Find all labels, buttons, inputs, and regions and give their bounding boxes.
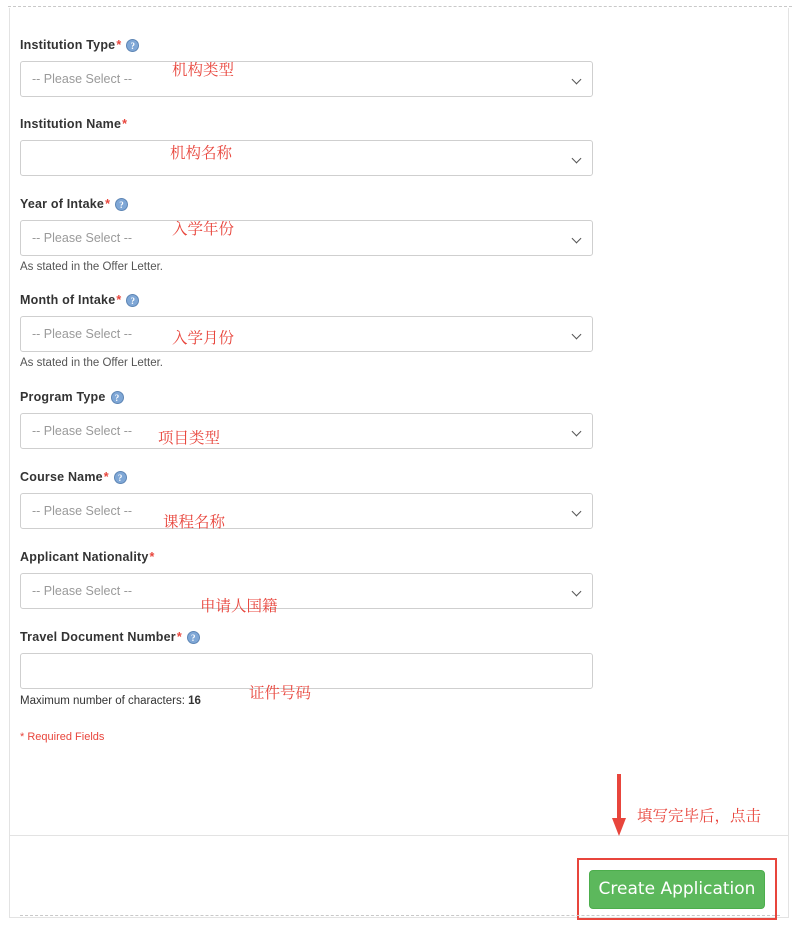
required-asterisk: * <box>103 470 109 484</box>
field-label: Institution Type <box>20 38 116 52</box>
max-characters-label: Maximum number of characters: <box>20 695 185 707</box>
annotation-institution-type: 机构类型 <box>172 61 235 79</box>
field-label-row <box>20 291 620 309</box>
arrow-down-icon <box>612 774 626 838</box>
field-label: Course Name <box>20 470 103 484</box>
select-value: -- Please Select -- <box>32 327 133 341</box>
required-asterisk: * <box>149 550 155 564</box>
required-asterisk: * <box>176 630 182 644</box>
field-label-row <box>20 468 620 486</box>
max-characters-note <box>20 695 620 707</box>
select-value: -- Please Select -- <box>32 504 133 518</box>
institution-type-select[interactable] <box>20 61 593 97</box>
required-asterisk: * <box>116 38 122 52</box>
year-of-intake-select[interactable] <box>20 220 593 256</box>
required-fields-note: * Required Fields <box>20 731 105 743</box>
field-label-row <box>20 195 620 213</box>
field-label-row <box>20 548 620 566</box>
help-icon[interactable]: ? <box>187 631 200 644</box>
help-icon[interactable]: ? <box>115 198 128 211</box>
chevron-down-icon <box>573 331 582 337</box>
applicant-nationality-select[interactable] <box>20 573 593 609</box>
select-value: -- Please Select -- <box>32 72 133 86</box>
max-characters-value: 16 <box>188 695 201 707</box>
required-asterisk: * <box>116 293 122 307</box>
field-year-of-intake <box>20 195 620 273</box>
create-application-button[interactable]: Create Application <box>589 870 765 909</box>
field-label-row <box>20 388 620 406</box>
month-of-intake-select[interactable] <box>20 316 593 352</box>
annotation-program-type: 项目类型 <box>158 429 221 447</box>
chevron-down-icon <box>573 76 582 82</box>
field-label: Travel Document Number <box>20 630 176 644</box>
form-fields <box>20 36 620 743</box>
field-month-of-intake <box>20 291 620 369</box>
field-label-row <box>20 115 620 133</box>
course-name-select[interactable] <box>20 493 593 529</box>
field-label: Institution Name <box>20 117 122 131</box>
field-course-name <box>20 468 620 529</box>
help-icon[interactable]: ? <box>126 294 139 307</box>
institution-name-select[interactable] <box>20 140 593 176</box>
top-divider <box>8 6 792 7</box>
field-label: Month of Intake <box>20 293 116 307</box>
select-value: -- Please Select -- <box>32 231 133 245</box>
program-type-select[interactable] <box>20 413 593 449</box>
field-label: Applicant Nationality <box>20 550 149 564</box>
annotation-applicant-nationality: 申请人国籍 <box>200 597 278 615</box>
field-label: Program Type <box>20 390 106 404</box>
field-hint: As stated in the Offer Letter. <box>20 261 163 273</box>
required-asterisk: * <box>105 197 110 211</box>
chevron-down-icon <box>573 508 582 514</box>
field-label-row <box>20 628 620 646</box>
field-label-row <box>20 36 620 54</box>
field-hint: As stated in the Offer Letter. <box>20 357 163 369</box>
chevron-down-icon <box>573 428 582 434</box>
annotation-travel-document-number: 证件号码 <box>249 684 312 702</box>
help-icon[interactable]: ? <box>126 39 139 52</box>
annotation-month-of-intake: 入学月份 <box>172 329 235 347</box>
required-asterisk: * <box>122 117 127 131</box>
field-label: Year of Intake <box>20 197 105 211</box>
annotation-institution-name: 机构名称 <box>170 144 233 162</box>
field-applicant-nationality <box>20 548 620 609</box>
chevron-down-icon <box>573 155 582 161</box>
annotation-submit-hint: 填写完毕后，点击 <box>637 807 762 825</box>
annotation-course-name: 课程名称 <box>163 513 226 531</box>
annotation-year-of-intake: 入学年份 <box>172 220 235 238</box>
select-value: -- Please Select -- <box>32 424 133 438</box>
bottom-divider <box>20 915 780 916</box>
help-icon[interactable]: ? <box>114 471 127 484</box>
field-institution-type <box>20 36 620 97</box>
help-icon[interactable]: ? <box>111 391 124 404</box>
field-travel-document-number <box>20 628 620 707</box>
chevron-down-icon <box>573 235 582 241</box>
select-value: -- Please Select -- <box>32 584 133 598</box>
field-institution-name <box>20 115 620 176</box>
chevron-down-icon <box>573 588 582 594</box>
field-program-type <box>20 388 620 449</box>
